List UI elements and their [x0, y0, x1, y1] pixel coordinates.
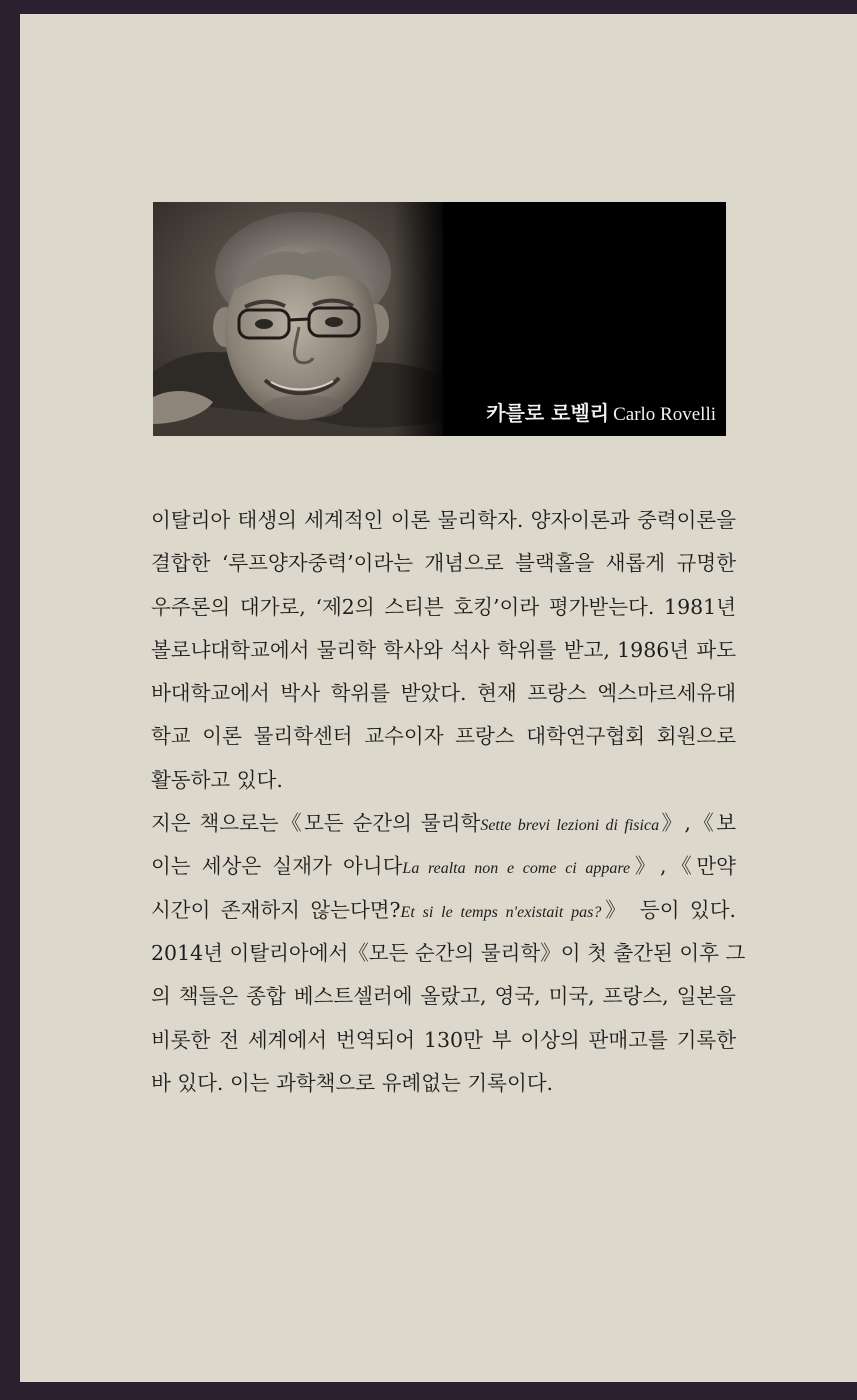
- author-name-caption: [486, 397, 716, 426]
- bio-text: 결합한 ‘루프양자중력’이라는 개념으로 블랙홀을 새롭게 규명한: [151, 551, 736, 576]
- bio-text: 활동하고 있다.: [151, 767, 283, 792]
- bio-text: 바대학교에서 박사 학위를 받았다. 현재 프랑스 엑스마르세유대: [151, 681, 736, 706]
- bio-text: 》,《만약: [630, 854, 736, 879]
- bio-text: 학교 이론 물리학센터 교수이자 프랑스 대학연구협회 회원으로: [151, 724, 736, 749]
- author-photo: [153, 202, 443, 436]
- author-portrait-panel: [153, 202, 726, 436]
- bio-line: [151, 759, 736, 802]
- bio-line: [151, 975, 736, 1018]
- bio-text: 볼로냐대학교에서 물리학 학사와 석사 학위를 받고, 1986년 파도: [151, 637, 736, 662]
- bio-line: [151, 586, 736, 629]
- bio-text: 지은 책으로는《모든 순간의 물리학: [151, 811, 481, 836]
- bio-text: 의 책들은 종합 베스트셀러에 올랐고, 영국, 미국, 프랑스, 일본을: [151, 984, 736, 1009]
- book-flap-page: [20, 14, 857, 1382]
- bio-line: [151, 499, 736, 542]
- bio-text: 비롯한 전 세계에서 번역되어 130만 부 이상의 판매고를 기록한: [151, 1027, 736, 1052]
- bio-line: [151, 1062, 736, 1105]
- bio-text: 2014년 이탈리아에서《모든 순간의 물리학》이 첫 출간된 이후 그: [151, 940, 746, 965]
- bio-text: 시간이 존재하지 않는다면?: [151, 897, 401, 922]
- bio-text: 우주론의 대가로, ‘제2의 스티븐 호킹’이라 평가받는다. 1981년: [151, 594, 736, 619]
- bio-line: [151, 889, 736, 932]
- bio-text: 이탈리아 태생의 세계적인 이론 물리학자. 양자이론과 중력이론을: [151, 508, 736, 532]
- book-original-title: Et si le temps n'existait pas?: [400, 903, 602, 921]
- author-name-english: Carlo Rovelli: [613, 404, 716, 425]
- bio-line: [151, 1019, 736, 1062]
- bio-text: 이는 세상은 실재가 아니다: [151, 854, 403, 879]
- bio-line: [151, 932, 746, 975]
- bio-line: [151, 542, 736, 585]
- author-biography: [151, 499, 746, 1105]
- bio-line: [151, 802, 736, 845]
- bio-text: 바 있다. 이는 과학책으로 유례없는 기록이다.: [151, 1070, 554, 1095]
- bio-line: [151, 715, 736, 758]
- bio-line: [151, 672, 736, 715]
- book-original-title: La realta non e come ci appare: [402, 860, 631, 878]
- bio-line: [151, 629, 736, 672]
- bio-line: [151, 845, 736, 888]
- bio-text: 》 등이 있다.: [601, 897, 737, 922]
- bio-text: 》,《보: [659, 811, 737, 836]
- author-name-korean: 카를로 로벨리: [486, 401, 610, 425]
- book-original-title: Sette brevi lezioni di fisica: [480, 817, 660, 835]
